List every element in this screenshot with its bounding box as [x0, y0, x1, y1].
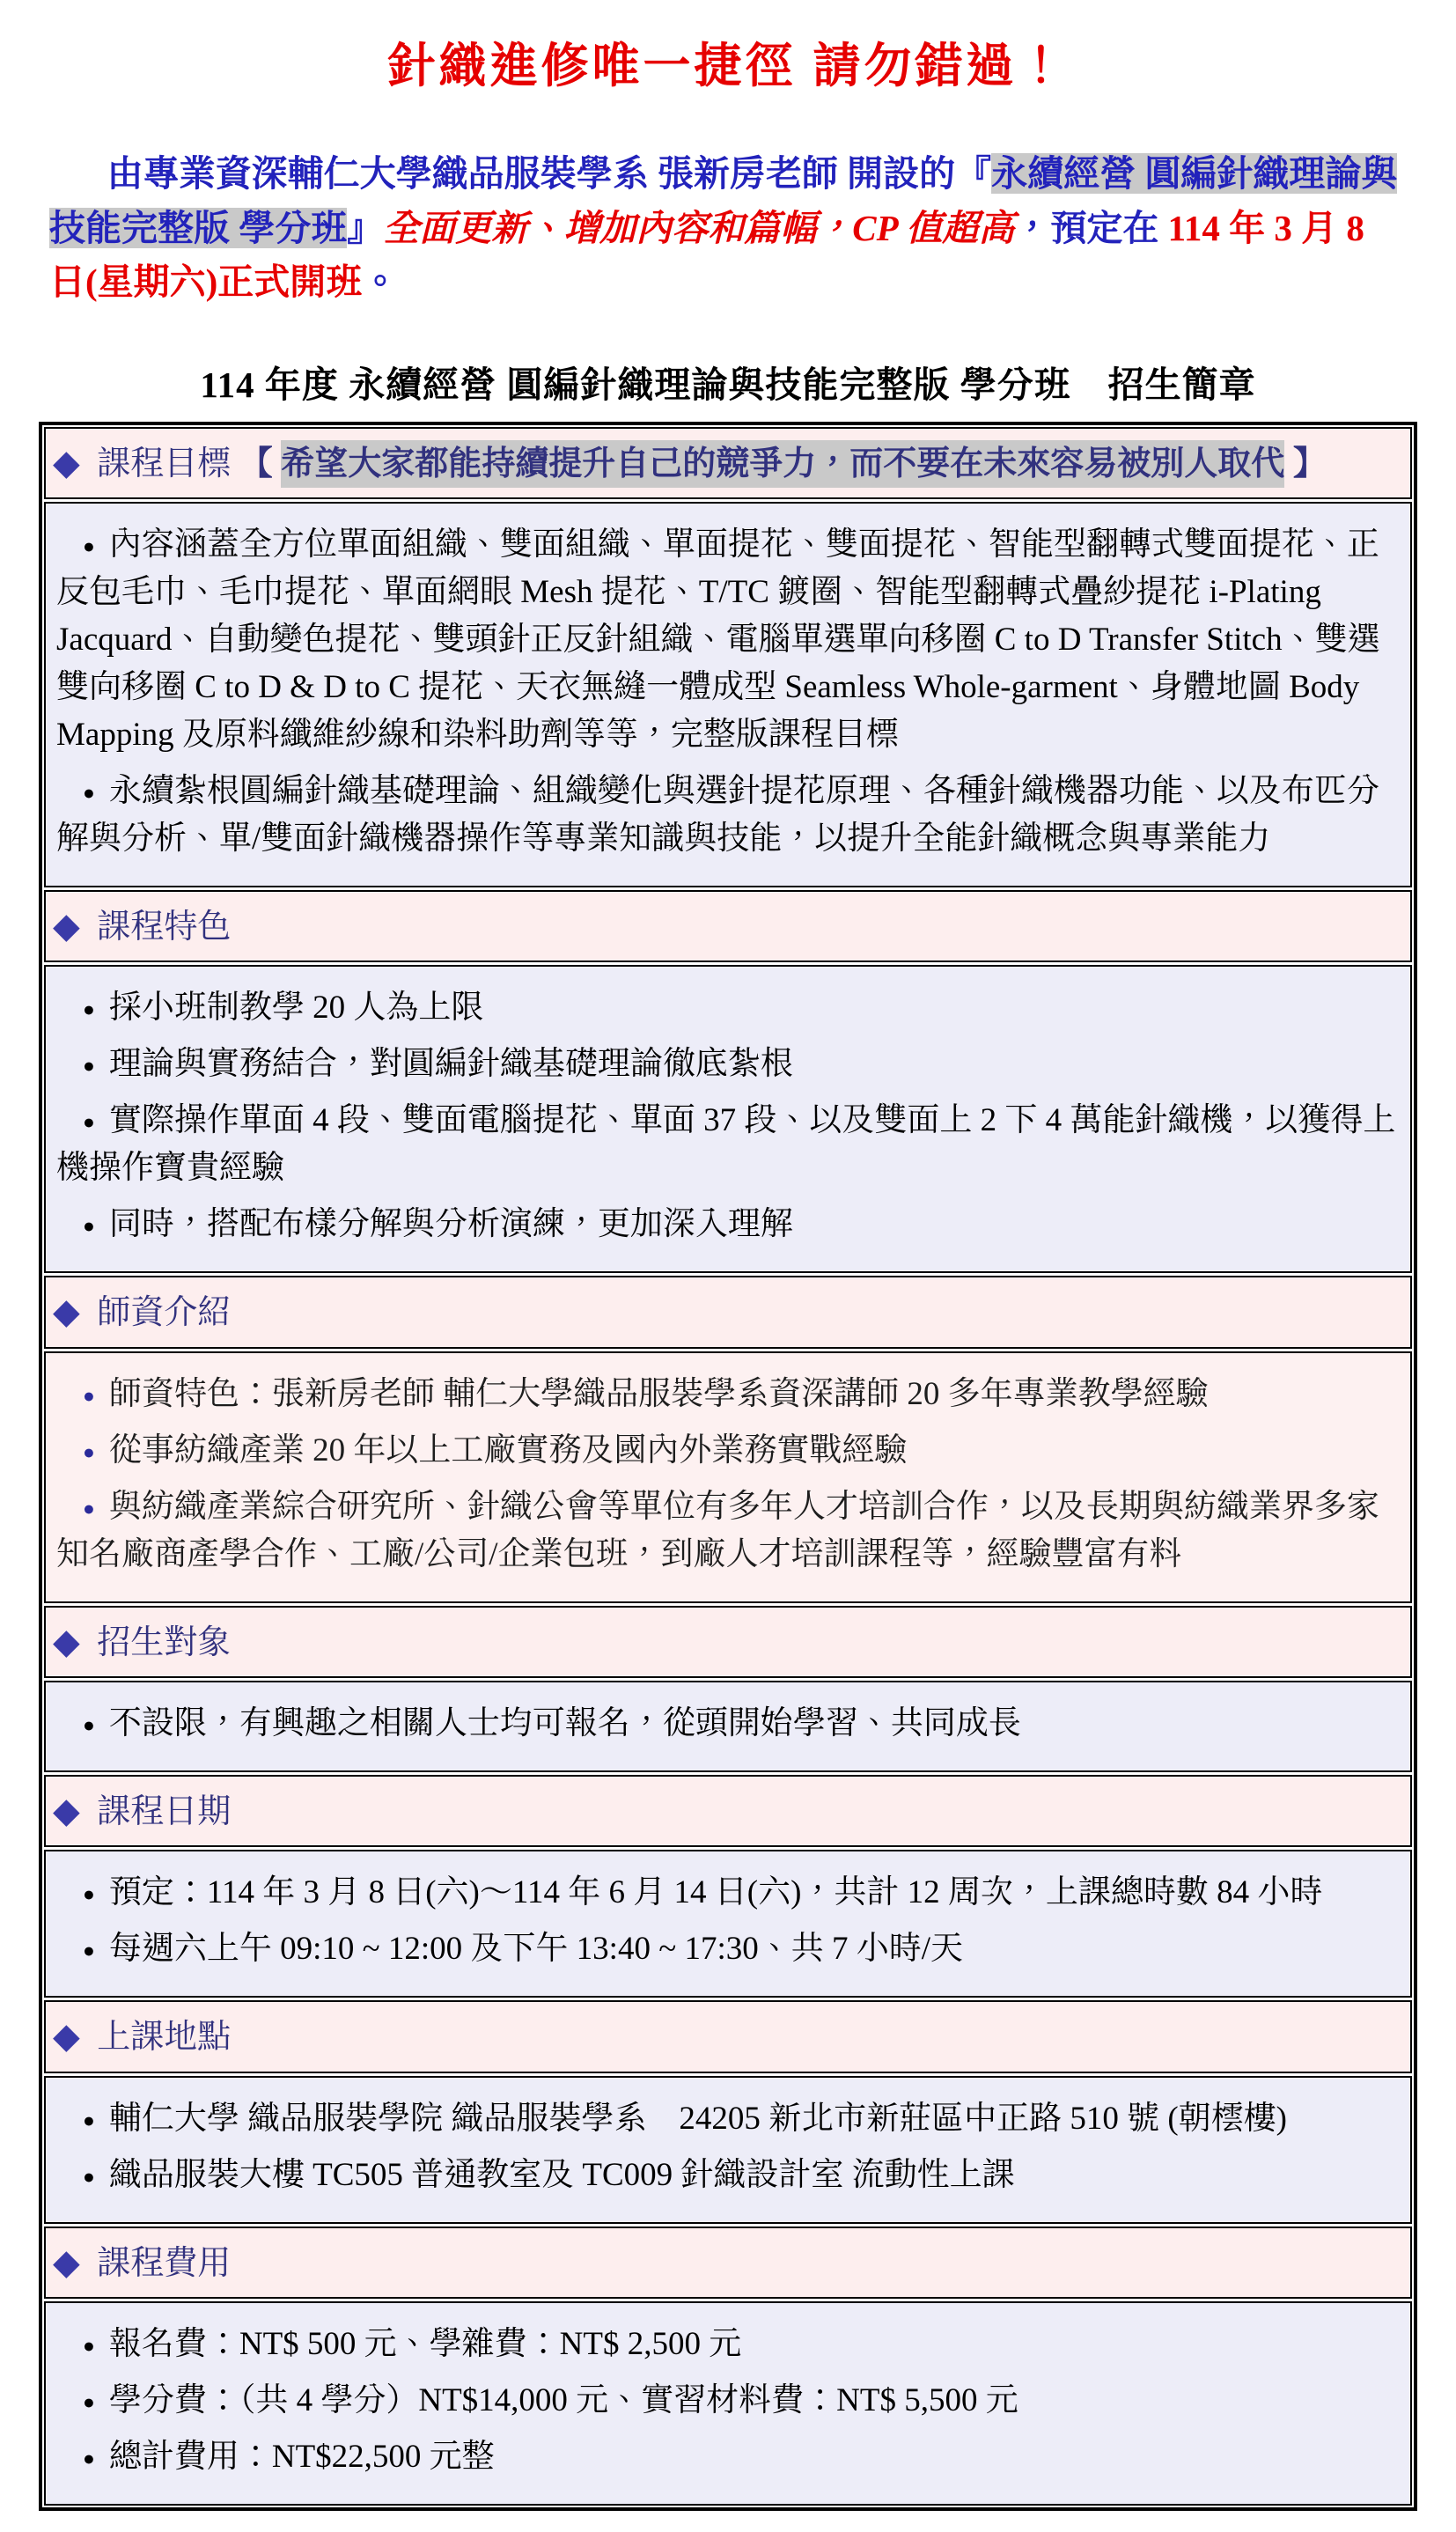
- intro-red-date: 114 年 3 月 8 日(星期六)正式開班: [49, 207, 1364, 302]
- target-bullet-1: ● 不設限，有興趣之相關人士均可報名，從頭開始學習、共同成長: [83, 1704, 1021, 1741]
- intro-blue-mid: 預定在: [1050, 207, 1168, 248]
- section-header-location: [44, 2000, 1412, 2072]
- diamond-icon: ◆: [53, 442, 80, 482]
- diamond-icon: ◆: [53, 1790, 80, 1830]
- bullet-icon: ●: [83, 2447, 95, 2469]
- bullet-icon: ●: [83, 998, 95, 1021]
- teacher-bullet-3: ● 與紡織產業綜合研究所、針織公會等單位有多年人才培訓合作，以及長期與紡織業界多家知名廠商產學合作、工廠/公司/企業包班，到廠人才培訓課程等，經驗豐富有料: [56, 1488, 1379, 1572]
- features-bullet-2: ● 理論與實務結合，對圓編針織基礎理論徹底紮根: [83, 1046, 793, 1083]
- bullet-icon: ●: [83, 1384, 95, 1407]
- goal-bullet-2: ● 永續紮根圓編針織基礎理論、組織變化與選針提花原理、各種針織機器功能、以及布匹分解與分析、單/雙面針織機器操作等專業知識與技能，以提升全能針織概念與專業能力: [56, 772, 1379, 857]
- dates-bullet-2: ● 每週六上午 09:10 ~ 12:00 及下午 13:40 ~ 17:30、共 7 小時/天: [83, 1931, 964, 1968]
- section-title-teacher: 師資介紹: [97, 1294, 232, 1332]
- diamond-icon: ◆: [53, 1292, 80, 1332]
- fees-bullet-2: ● 學分費：（共 4 學分）NT$14,000 元、實習材料費：NT$ 5,500 元: [83, 2381, 1018, 2418]
- section-content-dates: [44, 1850, 1412, 1998]
- section-content-fees: [44, 2301, 1412, 2506]
- bullet-icon: ●: [83, 1440, 95, 1463]
- intro-close-quote: 』: [347, 207, 384, 248]
- diamond-icon: ◆: [53, 905, 80, 946]
- section-title-target: 招生對象: [97, 1623, 232, 1661]
- bullet-icon: ●: [83, 2165, 95, 2188]
- features-bullet-4: ● 同時，搭配布樣分解與分析演練，更加深入理解: [83, 1206, 793, 1243]
- section-title-dates: 課程日期: [97, 1792, 232, 1830]
- section-header-features: [44, 890, 1412, 962]
- fees-bullet-1: ● 報名費：NT$ 500 元、學雜費：NT$ 2,500 元: [83, 2325, 742, 2362]
- intro-paragraph: [49, 147, 1408, 310]
- goal-highlight-close-bracket: 】: [1292, 445, 1327, 482]
- diamond-icon: ◆: [53, 2016, 80, 2057]
- section-title-location: 上課地點: [97, 2019, 232, 2057]
- section-content-features: [44, 965, 1412, 1273]
- section-title-features: 課程特色: [97, 908, 232, 946]
- intro-lead: 由專業資深輔仁大學織品服裝學系 張新房老師 開設的『: [107, 153, 992, 194]
- section-header-teacher: [44, 1276, 1412, 1348]
- features-bullet-1: ● 採小班制教學 20 人為上限: [83, 990, 484, 1027]
- bullet-icon: ●: [83, 781, 95, 804]
- intro-highlight: 永續經營 圓編針織理論與技能完整版 學分班: [49, 153, 1398, 248]
- section-content-goal: [44, 502, 1412, 887]
- banner-title: 針織進修唯一捷徑 請勿錯過！: [387, 40, 1069, 92]
- section-header-fees: [44, 2227, 1412, 2299]
- bullet-icon: ●: [83, 1497, 95, 1520]
- goal-highlight-text: 希望大家都能持續提升自己的競爭力，而不要在未來容易被別人取代: [281, 440, 1284, 488]
- bullet-icon: ●: [83, 2334, 95, 2357]
- goal-highlight-open-bracket: 【: [239, 445, 273, 482]
- features-bullet-3: ● 實際操作單面 4 段、雙面電腦提花、單面 37 段、以及雙面上 2 下 4 萬能針織機，以獲得上機操作寶貴經驗: [56, 1102, 1396, 1187]
- section-header-target: [44, 1606, 1412, 1678]
- bullet-icon: ●: [83, 1215, 95, 1238]
- teacher-bullet-2: ● 從事紡織產業 20 年以上工廠實務及國內外業務實戰經驗: [83, 1432, 908, 1468]
- admission-heading: 114 年度 永續經營 圓編針織理論與技能完整版 學分班 招生簡章: [200, 364, 1256, 405]
- section-header-goal: [44, 427, 1412, 499]
- bullet-icon: ●: [83, 1713, 95, 1736]
- course-info-table: [39, 422, 1417, 2511]
- section-content-target: [44, 1681, 1412, 1772]
- bullet-icon: ●: [83, 1055, 95, 1078]
- intro-red-italic: 全面更新、增加內容和篇幅，CP 值超高: [383, 207, 1015, 248]
- diamond-icon: ◆: [53, 1621, 80, 1661]
- bullet-icon: ●: [83, 1939, 95, 1962]
- section-title-goal: 課程目標: [97, 445, 232, 482]
- bullet-icon: ●: [83, 1883, 95, 1906]
- dates-bullet-1: ● 預定：114 年 3 月 8 日(六)～114 年 6 月 14 日(六)，共計 12 周次，上課總時數 84 小時: [83, 1874, 1323, 1911]
- intro-comma: ，: [1014, 207, 1051, 248]
- diamond-icon: ◆: [53, 2241, 80, 2282]
- location-bullet-1: ● 輔仁大學 織品服裝學院 織品服裝學系 24205 新北市新莊區中正路 510 號 (朝橒樓): [83, 2100, 1287, 2137]
- teacher-bullet-1: ● 師資特色：張新房老師 輔仁大學織品服裝學系資深講師 20 多年專業教學經驗: [83, 1375, 1209, 1412]
- section-header-dates: [44, 1775, 1412, 1847]
- bullet-icon: ●: [83, 534, 95, 557]
- intro-period: 。: [362, 261, 399, 302]
- bullet-icon: ●: [83, 2390, 95, 2413]
- section-content-teacher: [44, 1351, 1412, 1603]
- goal-bullet-1: ● 內容涵蓋全方位單面組織、雙面組織、單面提花、雙面提花、智能型翻轉式雙面提花、正反包毛巾、毛巾提花、單面網眼 Mesh 提花、T/TC 鍍圈、智能型翻轉式疊紗提花 i-Plating Jacquard、自動變色提花、雙頭針正反針組織、電腦單選單向移圈 C to D Transfer Stitch、雙選雙向移圈 C to D & D to C 提花、天衣無縫一體成型 Seamless Whole-garment、身體地圖 Body Mapping 及原料纖維紗線和染料助劑等等，完整版課程目標: [56, 526, 1380, 753]
- fees-bullet-3: ● 總計費用：NT$22,500 元整: [83, 2438, 495, 2475]
- bullet-icon: ●: [83, 2109, 95, 2131]
- bullet-icon: ●: [83, 1111, 95, 1134]
- section-content-location: [44, 2076, 1412, 2224]
- location-bullet-2: ● 織品服裝大樓 TC505 普通教室及 TC009 針織設計室 流動性上課: [83, 2156, 1015, 2193]
- section-title-fees: 課程費用: [97, 2244, 232, 2282]
